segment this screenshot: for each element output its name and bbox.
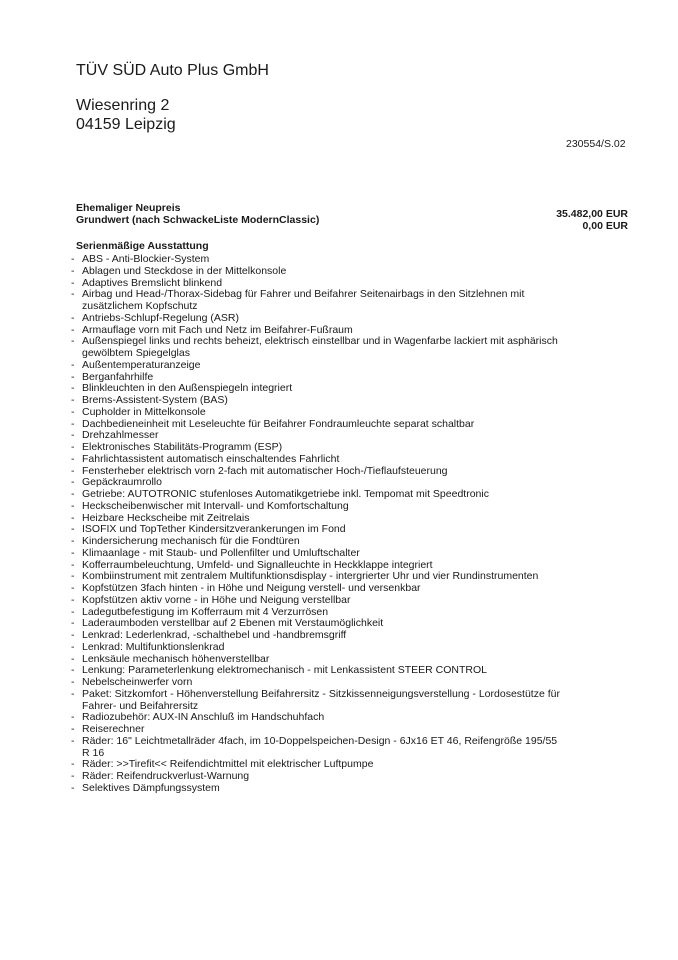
list-item: - Selektives Dämpfungssystem <box>70 783 560 795</box>
address-city: 04159 Leipzig <box>76 116 176 133</box>
price-row-grundwert <box>76 214 628 232</box>
list-item: - Kombiinstrument mit zentralem Multifunktionsdisplay - intergrierter Uhr und vier Rundinstrumenten <box>70 571 560 583</box>
list-item: - Lenksäule mechanisch höhenverstellbar <box>70 654 560 666</box>
list-item: - Adaptives Bremslicht blinkend <box>70 278 560 290</box>
list-item: - Heizbare Heckscheibe mit Zeitrelais <box>70 513 560 525</box>
list-item: - Heckscheibenwischer mit Intervall- und Komfortschaltung <box>70 501 560 513</box>
list-item: - Kofferraumbeleuchtung, Umfeld- und Signalleuchte in Heckklappe integriert <box>70 560 560 572</box>
list-item: - Fahrlichtassistent automatisch einschaltendes Fahrlicht <box>70 454 560 466</box>
company-name: TÜV SÜD Auto Plus GmbH <box>76 62 269 79</box>
list-item: - Dachbedieneinheit mit Leseleuchte für Beifahrer Fondraumleuchte separat schaltbar <box>70 419 560 431</box>
list-item: - Antriebs-Schlupf-Regelung (ASR) <box>70 313 560 325</box>
list-item: - Kopfstützen aktiv vorne - in Höhe und Neigung verstellbar <box>70 595 560 607</box>
company-address <box>76 96 176 134</box>
list-item: - Cupholder in Mittelkonsole <box>70 407 560 419</box>
list-item: - Radiozubehör: AUX-IN Anschluß im Handschuhfach <box>70 712 560 724</box>
list-item: - Laderaumboden verstellbar auf 2 Ebenen mit Verstaumöglichkeit <box>70 618 560 630</box>
list-item: - Lenkrad: Lederlenkrad, -schalthebel und -handbremsgriff <box>70 630 560 642</box>
equipment-list <box>70 254 560 795</box>
document-reference: 230554/S.02 <box>566 138 626 150</box>
list-item: - Paket: Sitzkomfort - Höhenverstellung Beifahrersitz - Sitzkissenneigungsverstellung - Lordosestütze für Fahrer- und Beifahrersitz <box>70 689 560 713</box>
list-item: - Kindersicherung mechanisch für die Fondtüren <box>70 536 560 548</box>
list-item: - Lenkrad: Multifunktionslenkrad <box>70 642 560 654</box>
price-block <box>76 202 628 232</box>
list-item: - Blinkleuchten in den Außenspiegeln integriert <box>70 383 560 395</box>
list-item: - Räder: Reifendruckverlust-Warnung <box>70 771 560 783</box>
list-item: - Berganfahrhilfe <box>70 372 560 384</box>
list-item: - Elektronisches Stabilitäts-Programm (ESP) <box>70 442 560 454</box>
grundwert-label: Grundwert (nach SchwackeListe ModernClassic) <box>76 214 320 226</box>
list-item: - Fensterheber elektrisch vorn 2-fach mit automatischer Hoch-/Tieflaufsteuerung <box>70 466 560 478</box>
list-item: - Getriebe: AUTOTRONIC stufenloses Automatikgetriebe inkl. Tempomat mit Speedtronic <box>70 489 560 501</box>
list-item: - Räder: >>Tirefit<< Reifendichtmittel mit elektrischer Luftpumpe <box>70 759 560 771</box>
list-item: - Lenkung: Parameterlenkung elektromechanisch - mit Lenkassistent STEER CONTROL <box>70 665 560 677</box>
list-item: - Kopfstützen 3fach hinten - in Höhe und Neigung verstell- und versenkbar <box>70 583 560 595</box>
list-item: - Drehzahlmesser <box>70 430 560 442</box>
list-item: - ISOFIX und TopTether Kindersitzverankerungen im Fond <box>70 524 560 536</box>
list-item: - Räder: 16" Leichtmetallräder 4fach, im 10-Doppelspeichen-Design - 6Jx16 ET 46, Reifengröße 195/55 R 16 <box>70 736 560 760</box>
list-item: - Nebelscheinwerfer vorn <box>70 677 560 689</box>
list-item: - ABS - Anti-Blockier-System <box>70 254 560 266</box>
list-item: - Außenspiegel links und rechts beheizt, elektrisch einstellbar und in Wagenfarbe lackiert mit asphärisch gewölbtem Spiegelglas <box>70 336 560 360</box>
list-item: - Ladegutbefestigung im Kofferraum mit 4 Verzurrösen <box>70 607 560 619</box>
neupreis-label: Ehemaliger Neupreis <box>76 202 181 214</box>
list-item: - Klimaanlage - mit Staub- und Pollenfilter und Umluftschalter <box>70 548 560 560</box>
grundwert-value: 0,00 EUR <box>582 220 628 232</box>
list-item: - Reiserechner <box>70 724 560 736</box>
list-item: - Ablagen und Steckdose in der Mittelkonsole <box>70 266 560 278</box>
address-street: Wiesenring 2 <box>76 97 170 114</box>
neupreis-value: 35.482,00 EUR <box>556 208 628 220</box>
list-item: - Airbag und Head-/Thorax-Sidebag für Fahrer und Beifahrer Seitenairbags in den Sitzlehnen mit zusätzlichem Kopfschutz <box>70 289 560 313</box>
list-item: - Gepäckraumrollo <box>70 477 560 489</box>
list-item: - Außentemperaturanzeige <box>70 360 560 372</box>
list-item: - Brems-Assistent-System (BAS) <box>70 395 560 407</box>
list-item: - Armauflage vorn mit Fach und Netz im Beifahrer-Fußraum <box>70 325 560 337</box>
equipment-title: Serienmäßige Ausstattung <box>76 240 209 252</box>
